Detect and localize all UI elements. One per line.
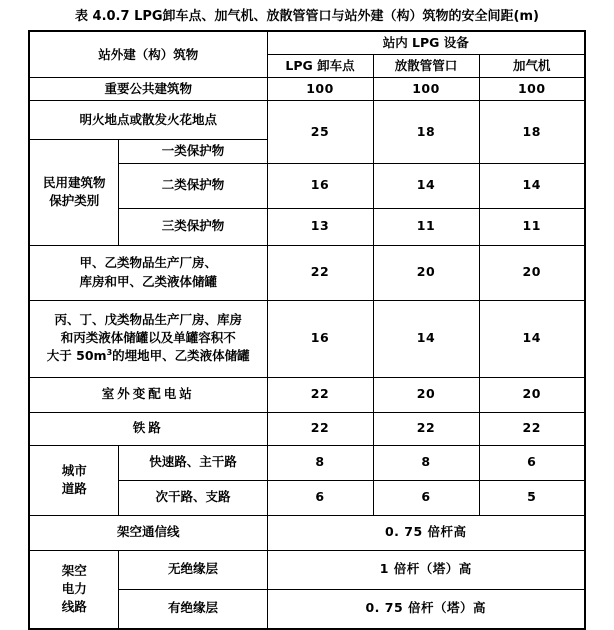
row-label-important-public-building: 重要公共建筑物 [29, 78, 267, 101]
cell-value-merged: 0. 75 倍杆高 [267, 515, 585, 550]
header-col-unload: LPG 卸车点 [267, 55, 373, 78]
row-label-line3-part2: 的埋地甲、乙类液体储罐 [112, 348, 250, 364]
header-group-label: 站内 LPG 设备 [267, 31, 585, 55]
cell-value: 14 [373, 300, 479, 377]
cell-value: 100 [373, 78, 479, 101]
cell-value: 6 [373, 480, 479, 515]
table-row [29, 78, 585, 101]
table-row [29, 550, 585, 589]
header-left-col: 站外建（构）筑物 [29, 31, 267, 78]
cell-value: 100 [479, 78, 585, 101]
cell-value-merged: 0. 75 倍杆（塔）高 [267, 589, 585, 629]
row-label-with-insulation: 有绝缘层 [119, 589, 267, 629]
row-label-line3-part1: 大于 50m [46, 348, 107, 364]
cell-value: 16 [267, 163, 373, 208]
row-label-outdoor-substation [29, 377, 267, 412]
row-label-express-main-road: 快速路、主干路 [119, 445, 267, 480]
row-label-overhead-comm-line: 架空通信线 [29, 515, 267, 550]
cell-value: 14 [479, 300, 585, 377]
row-label-class-2-protected: 二类保护物 [119, 163, 267, 208]
row-group-label-line2: 道路 [61, 481, 87, 496]
cell-value: 14 [373, 163, 479, 208]
header-col-vent: 放散管管口 [373, 55, 479, 78]
table-caption: 表 4.0.7 LPG卸车点、加气机、放散管管口与站外建（构）筑物的安全间距(m) [75, 9, 539, 24]
cell-value: 20 [373, 377, 479, 412]
row-group-label-line1: 架空 [61, 562, 87, 578]
table-row [29, 245, 585, 300]
row-label-text: 室外变配电站 [101, 386, 195, 402]
cell-value: 6 [267, 480, 373, 515]
row-group-label-civil-building [29, 140, 119, 245]
cell-value: 11 [373, 208, 479, 245]
row-label-class-c-d-e-production [29, 300, 267, 377]
safety-distance-table [28, 30, 586, 630]
table-row [29, 377, 585, 412]
cell-value: 25 [267, 101, 373, 163]
cell-value: 100 [267, 78, 373, 101]
cell-value: 13 [267, 208, 373, 245]
cell-value: 20 [373, 245, 479, 300]
cell-value: 22 [373, 412, 479, 445]
cell-value: 22 [267, 377, 373, 412]
cell-value: 14 [479, 163, 585, 208]
table-row [29, 101, 585, 140]
row-label-class-3-protected: 三类保护物 [119, 208, 267, 245]
table-row [29, 300, 585, 377]
cell-value: 20 [479, 377, 585, 412]
cell-value: 6 [479, 445, 585, 480]
table-row [29, 515, 585, 550]
row-label-railway [29, 412, 267, 445]
cell-value: 8 [373, 445, 479, 480]
row-group-label-line2: 电力 [61, 580, 87, 596]
row-group-label-line2: 保护类别 [49, 193, 100, 209]
row-label-line1: 甲、乙类物品生产厂房、 [79, 255, 217, 271]
cell-value: 22 [267, 245, 373, 300]
cell-value: 11 [479, 208, 585, 245]
cell-value: 18 [373, 101, 479, 163]
table-row [29, 412, 585, 445]
cell-value: 16 [267, 300, 373, 377]
table-row [29, 445, 585, 480]
row-group-label-overhead-power-line [29, 550, 119, 629]
row-group-label-urban-road [29, 445, 119, 515]
cell-value: 8 [267, 445, 373, 480]
row-group-label-line1: 民用建筑物 [42, 175, 106, 191]
cell-value: 22 [267, 412, 373, 445]
row-label-secondary-branch-road: 次干路、支路 [119, 480, 267, 515]
row-label-line2: 和丙类液体储罐以及单罐容积不 [60, 330, 236, 346]
cell-value: 20 [479, 245, 585, 300]
row-label-line1: 丙、丁、戊类物品生产厂房、库房 [54, 312, 242, 328]
row-group-label-line3: 线路 [61, 599, 87, 615]
cell-value: 22 [479, 412, 585, 445]
row-label-open-flame: 明火地点或散发火花地点 [29, 101, 267, 140]
row-label-no-insulation: 无绝缘层 [119, 550, 267, 589]
row-label-text: 铁路 [132, 420, 164, 436]
row-label-class-a-b-production [29, 245, 267, 300]
row-label-line2: 库房和甲、乙类液体储罐 [79, 273, 217, 289]
header-col-dispenser: 加气机 [479, 55, 585, 78]
cell-value: 18 [479, 101, 585, 163]
row-label-line3-superscript: 3 [106, 348, 113, 358]
cell-value-merged: 1 倍杆（塔）高 [267, 550, 585, 589]
row-label-class-1-protected: 一类保护物 [119, 140, 267, 163]
row-group-label-line1: 城市 [61, 462, 87, 478]
table-header-row-1 [29, 31, 585, 55]
cell-value: 5 [479, 480, 585, 515]
